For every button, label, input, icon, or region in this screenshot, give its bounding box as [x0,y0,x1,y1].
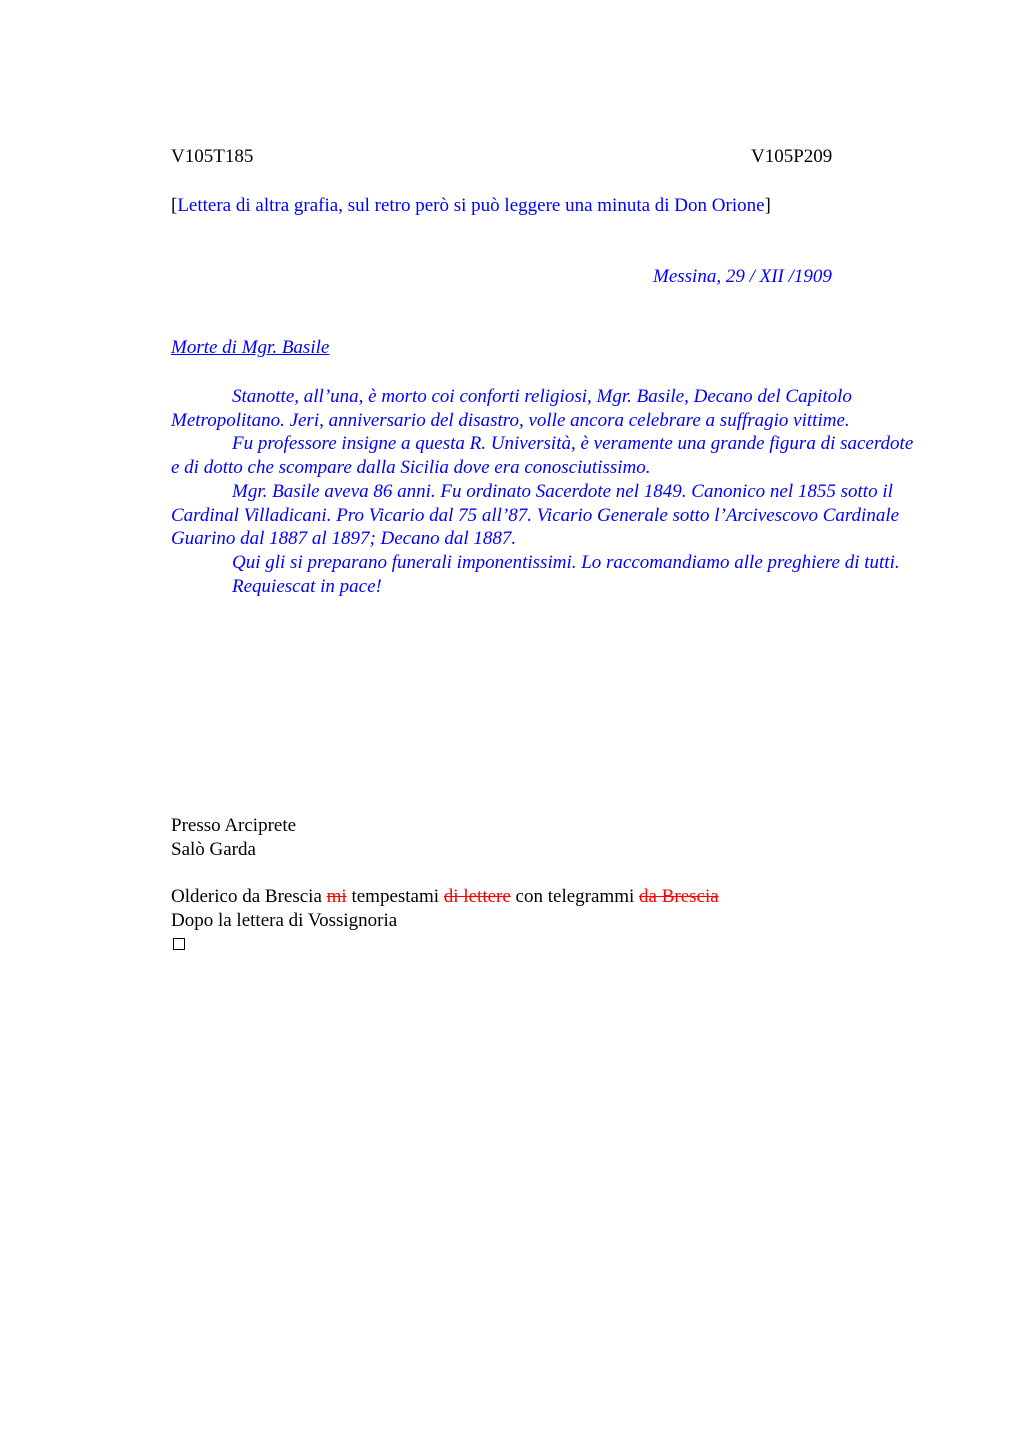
paragraph-5: Requiescat in pace! [232,575,382,597]
draft-line-3 [171,932,719,956]
note-open-bracket: [ [171,195,178,216]
paragraph-3: Mgr. Basile aveva 86 anni. Fu ordinato Sacerdote nel 1849. Canonico nel 1855 sotto il Cardinal Villadicani. Pro Vicario dal 75 all’87. Vicario Generale sotto l’Arcivescovo Cardinale Guarino dal 1887 al 1897; Decano dal 1887. [171,480,900,550]
deleted-word-2: di lettere [443,886,511,907]
document-page [171,145,919,931]
paragraph-4: Qui gli si preparano funerali imponentissimi. Lo raccomandiamo alle preghiere di tutti. [232,551,900,573]
draft-line-2: Dopo la lettera di Vossignoria [171,909,398,931]
draft-text-2: tempestami [346,886,444,907]
header-row [171,145,919,169]
draft-notes [171,885,719,956]
address-block [171,814,296,861]
dateline: Messina, 29 / XII /1909 [653,266,832,287]
draft-text-1: Olderico da Brescia [171,886,327,907]
note-close-bracket: ] [764,195,771,216]
editorial-note [171,194,771,218]
article-title: Morte di Mgr. Basile [171,337,330,358]
draft-line-1 [171,885,719,909]
address-line-1: Presso Arciprete [171,815,297,836]
document-code-left: V105T185 [171,146,254,167]
deleted-word-1: mi [326,886,347,907]
draft-text-3: con telegrammi [510,886,640,907]
article-body [171,385,919,598]
document-code-right: V105P209 [751,146,833,167]
paragraph-1: Stanotte, all’una, è morto coi conforti religiosi, Mgr. Basile, Decano del Capitolo Metropolitano. Jeri, anniversario del disastro, volle ancora celebrare a suffragio vittime. [171,386,852,431]
note-text: Lettera di altra grafia, sul retro però si può leggere una minuta di Don Orione [177,195,765,216]
deleted-word-3: da Brescia [639,886,719,907]
address-line-2: Salò Garda [171,838,256,860]
paragraph-2: Fu professore insigne a questa R. Università, è veramente una grande figura di sacerdote e di dotto che scompare dalla Sicilia dove era conosciutissimo. [171,433,914,479]
empty-box-icon [173,938,185,950]
